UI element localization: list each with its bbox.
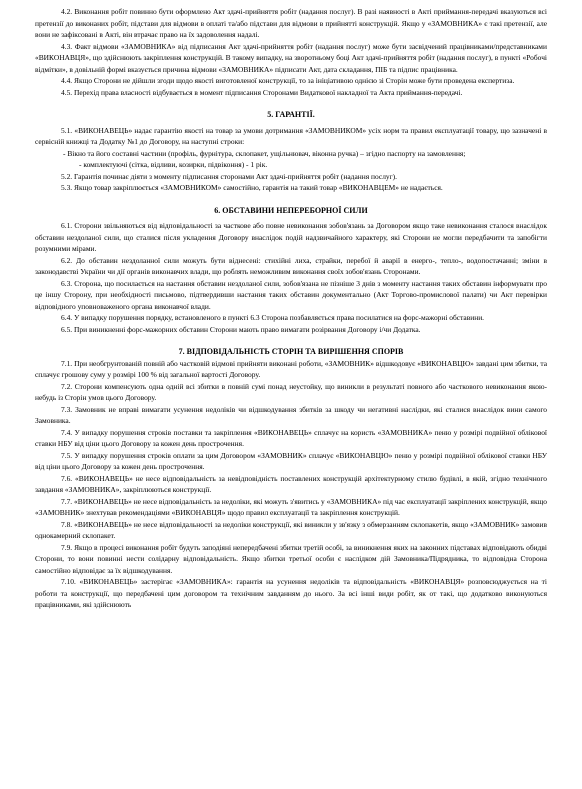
- clause-5-3: 5.3. Якщо товар закріплюється «ЗАМОВНИКОМ» самостійно, гарантія на такий товар «ВИКОНАВЦЕМ» не надається.: [61, 183, 443, 192]
- clause-6-5: 6.5. При виникненні форс-мажорних обставин Сторони мають право вимагати розірвання Договору і/чи Додатка.: [61, 324, 421, 334]
- clause-7-5: 7.5. У випадку порушення строків оплати за цим Договором «ЗАМОВНИК» сплачує «ВИКОНАВЦЮ» пеню у розмірі подвійної облікової ставки НБУ від ціни цього Договору за кожен день прострочення.: [35, 450, 547, 471]
- section-7-heading: 7. ВІДПОВІДАЛЬНІСТЬ СТОРІН ТА ВИРІШЕННЯ СПОРІВ: [178, 347, 404, 356]
- section-7: [35, 346, 547, 611]
- clause-6-4: 6.4. У випадку порушення порядку, встановленого в пункті 6.3 Сторона позбавляється права посилатися на форс-мажорні обставини.: [61, 313, 485, 322]
- clause-7-10: 7.10. «ВИКОНАВЕЦЬ» застерігає «ЗАМОВНИКА»: гарантія на усунення недоліків та відповідальність «ВИКОНАВЦЯ» розповсюджується на ті роботи та конструкції, що передбачені цим договором та технічним завданням до нього. За всі інші види робіт, як от такі, що додатково виконуються працівниками, які здійснюють: [35, 577, 547, 609]
- section-5: [35, 109, 547, 194]
- section-4-tail: [35, 6, 547, 98]
- clause-7-1: 7.1. При необгрунтованій повній або частковій відмові прийняти виконані роботи, «ЗАМОВНИК» відшкодовує «ВИКОНАВЦЮ» завдані цим збитки, та сплачує грошову суму у розмірі 100 % від загальної вартості Договору.: [35, 358, 547, 379]
- warranty-item-accessories: - комплектуючі (сітка, відливи, козирки, підвіконня) - 1 рік.: [79, 160, 268, 169]
- clause-7-6: 7.6. «ВИКОНАВЕЦЬ» не несе відповідальність за невідповідність поставлених конструкцій архітектурному стилю будівлі, в якій, згідно технічного завдання «ЗАМОВНИКА», закріплюються конструкції.: [35, 473, 547, 494]
- clause-4-3: 4.3. Факт відмови «ЗАМОВНИКА» від підписання Акт здачі-прийняття робіт (надання послуг) може бути засвідчений працівниками/представниками «ВИКОНАВЦЯ», що здійснюють закріплення конструкцій. В такому випадку, на зворотньому боці Акт здачі-прийняття робіт (надання послуг), в пункті «Робочі відмітки», в довільній формі вказується причина відмови «ЗАМОВНИКА» підписати Акт, дата складання, ПІБ та підпис працівника.: [35, 41, 547, 74]
- clause-6-3: 6.3. Сторона, що посилається на настання обставин нездоланої сили, зобов'язана не пізніше 3 днів з моменту настання таких обставин інформувати про це іншу Сторону, при необхідності письмово, підтвердивши настання таких обставин документально (Акт Торгово-промислової палати) чи Акт перевірки відповідного уповноваженого органа виконавчої влади.: [35, 278, 547, 311]
- clause-7-7: 7.7. «ВИКОНАВЕЦЬ» не несе відповідальність за недоліки, які можуть з'явитись у «ЗАМОВНИКА» під час експлуатації закріплених конструкцій, якщо «ЗАМОВНИК» знехтував рекомендаціями «ВИКОНАВЦЯ» щодо правил експлуатації та закріплення конструкцій.: [35, 496, 547, 517]
- clause-4-4: 4.4. Якщо Сторони не дійшли згоди щодо якості виготовленої конструкції, то за ініціативою однією зі Сторін може бути проведена експертиза.: [61, 76, 515, 85]
- section-6: [35, 205, 547, 336]
- section-5-heading: 5. ГАРАНТІЇ.: [267, 110, 315, 119]
- clause-5-1: 5.1. «ВИКОНАВЕЦЬ» надає гарантію якості на товар за умови дотримання «ЗАМОВНИКОМ» усіх норм та правил експлуатації товару, що зазначені в сервісній книжці та Додатку №1 до Договору, на наступні строки:: [35, 125, 547, 146]
- clause-5-2: 5.2. Гарантія починає діяти з моменту підписання сторонами Акт здачі-прийняття робіт (надання послуг).: [61, 171, 398, 181]
- section-6-heading: 6. ОБСТАВИНИ НЕПЕРЕБОРНОЇ СИЛИ: [214, 205, 368, 215]
- warranty-item-window: - Вікно та його составні частини (профіль, фурнітура, склопакет, ущільнювач, віконна ручка) – згідно паспорту на замовлення;: [63, 148, 466, 158]
- clause-7-3: 7.3. Замовник не вправі вимагати усунення недоліків чи відшкодування збитків за шкоду чи негативні наслідки, які сталися внаслідок вини самого Замовника.: [35, 404, 547, 425]
- clause-6-1: 6.1. Сторони звільняються від відповідальності за часткове або повне невиконання зобов'язань за Договором якщо таке невиконання сталося внаслідок обставин нездоланої сили, що сталися після укладення Договору внаслідок подій надзвичайного характеру, які Сторони не могли передбачити та запобігти розумними мірами.: [35, 221, 547, 253]
- clause-7-8: 7.8. «ВИКОНАВЕЦЬ» не несе відповідальності за недоліки конструкції, які виникли у зв'язку з обмерзанням склопакетів, якщо «ЗАМОВНИК» замовив однокамерний склопакет.: [35, 519, 547, 540]
- clause-4-5: 4.5. Перехід права власності відбувається в момент підписання Сторонами Видаткової накладної та Акта приймання-передачі.: [61, 87, 463, 97]
- clause-6-2: 6.2. До обставин нездоланної сили можуть бути віднесені: стихійні лиха, страйки, перебої й аварії в енерго-, тепло-, водопостачанні; зміни в законодавстві України чи дії органів виконавчих влади, що роблять неможливим виконання своїх зобов'язань Сторонами.: [35, 255, 547, 276]
- clause-4-2: 4.2. Виконання робіт повинно бути оформлено Акт здачі-прийняття робіт (надання послуг). В разі наявності в Акті приймання-передачі вказуються всі претензії до виконаних робіт, підстави для відмови в оплаті та/або підстави для відмови в прийнятті конструкцій. Якщо у «ЗАМОВНИКА» є такі претензії, але вони не зафіксовані в Акті, він втрачає право на їх задоволення надалі.: [35, 7, 547, 39]
- clause-7-9: 7.9. Якщо в процесі виконання робіт будуть заподіяні непередбачені збитки третій особі, за виникнення яких на законних підставах відповідають обидві Сторони, то вони повинні нести солідарну відповідальність. Якщо збитки третьої особи є наслідком дій Замовника/Підрядника, то відповідна Сторона самостійно відповідає за їх відшкодування.: [35, 542, 547, 575]
- clause-7-4: 7.4. У випадку порушення строків поставки та закріплення «ВИКОНАВЕЦЬ» сплачує на користь «ЗАМОВНИКА» пеню у розмірі подвійної облікової ставки НБУ від ціни цього Договору за кожен день прострочення.: [35, 427, 547, 448]
- clause-7-2: 7.2. Сторони компенсують одна одній всі збитки в повній сумі понад неустойку, що виникли в результаті повного або часткового невиконання якою-небудь із Сторін умов цього Договору.: [35, 381, 547, 402]
